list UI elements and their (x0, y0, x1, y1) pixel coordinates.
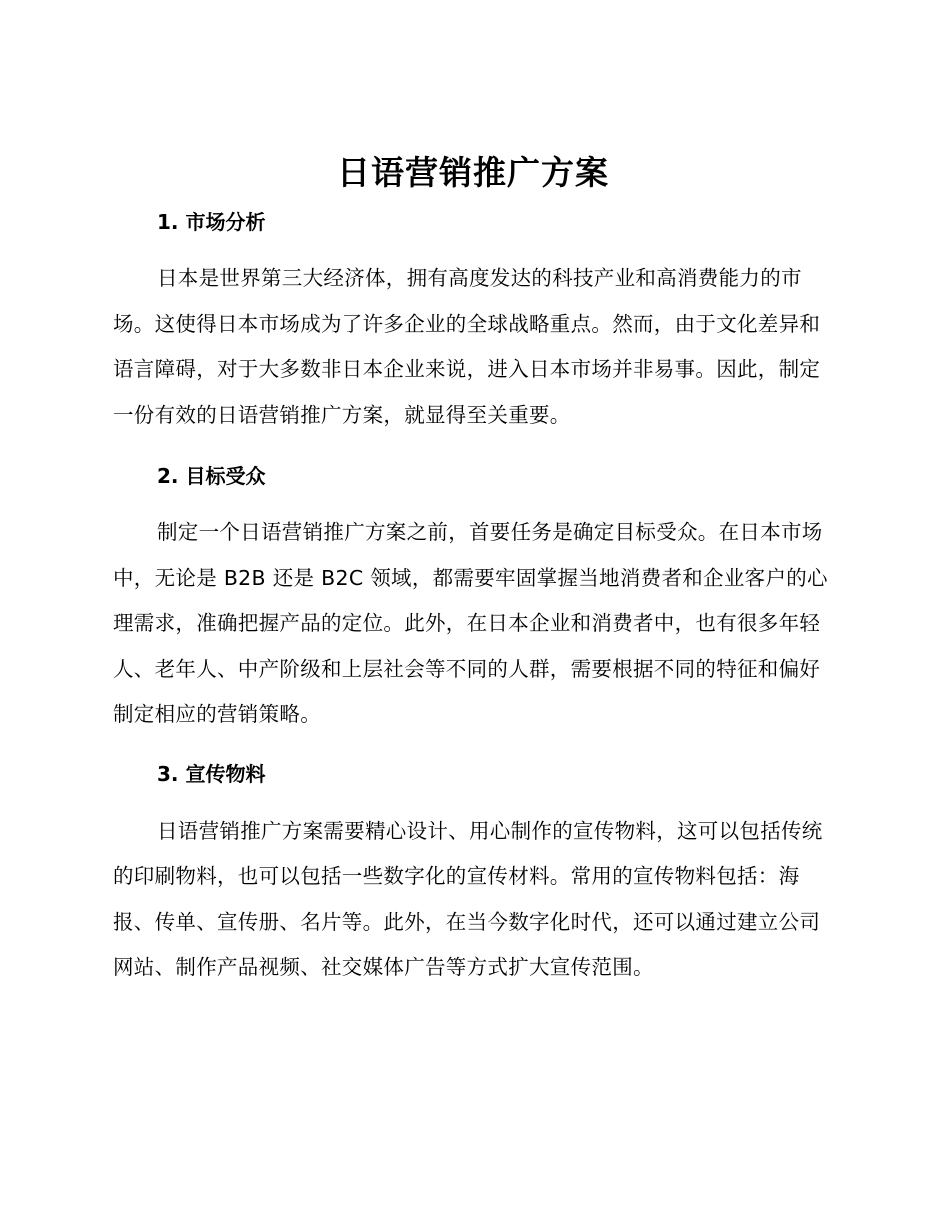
document-page (113, 150, 833, 991)
section-paragraph-market-analysis: 日本是世界第三大经济体，拥有高度发达的科技产业和高消费能力的市场。这使得日本市场成为了许多企业的全球战略重点。然而，由于文化差异和语言障碍，对于大多数非日本企业来说，进入日本市场并非易事。因此，制定一份有效的日语营销推广方案，就显得至关重要。 (113, 266, 821, 427)
document-title: 日语营销推广方案 (337, 153, 609, 192)
section-paragraph-target-audience: 制定一个日语营销推广方案之前，首要任务是确定目标受众。在日本市场中，无论是 B2B 还是 B2C 领域，都需要牢固掌握当地消费者和企业客户的心理需求，准确把握产品的定位。此外，在日本企业和消费者中，也有很多年轻人、老年人、中产阶级和上层社会等不同的人群，需要根据不同的特征和偏好制定相应的营销策略。 (113, 520, 828, 726)
section-heading-promotional-materials: 3. 宣传物料 (157, 761, 266, 786)
section-heading-target-audience: 2. 目标受众 (157, 464, 266, 488)
section-paragraph-promotional-materials: 日语营销推广方案需要精心设计、用心制作的宣传物料，这可以包括传统的印刷物料，也可以包括一些数字化的宣传材料。常用的宣传物料包括：海报、传单、宣传册、名片等。此外，在当今数字化时代，还可以通过建立公司网站、制作产品视频、社交媒体广告等方式扩大宣传范围。 (113, 818, 823, 979)
section-heading-market-analysis: 1. 市场分析 (157, 210, 266, 234)
